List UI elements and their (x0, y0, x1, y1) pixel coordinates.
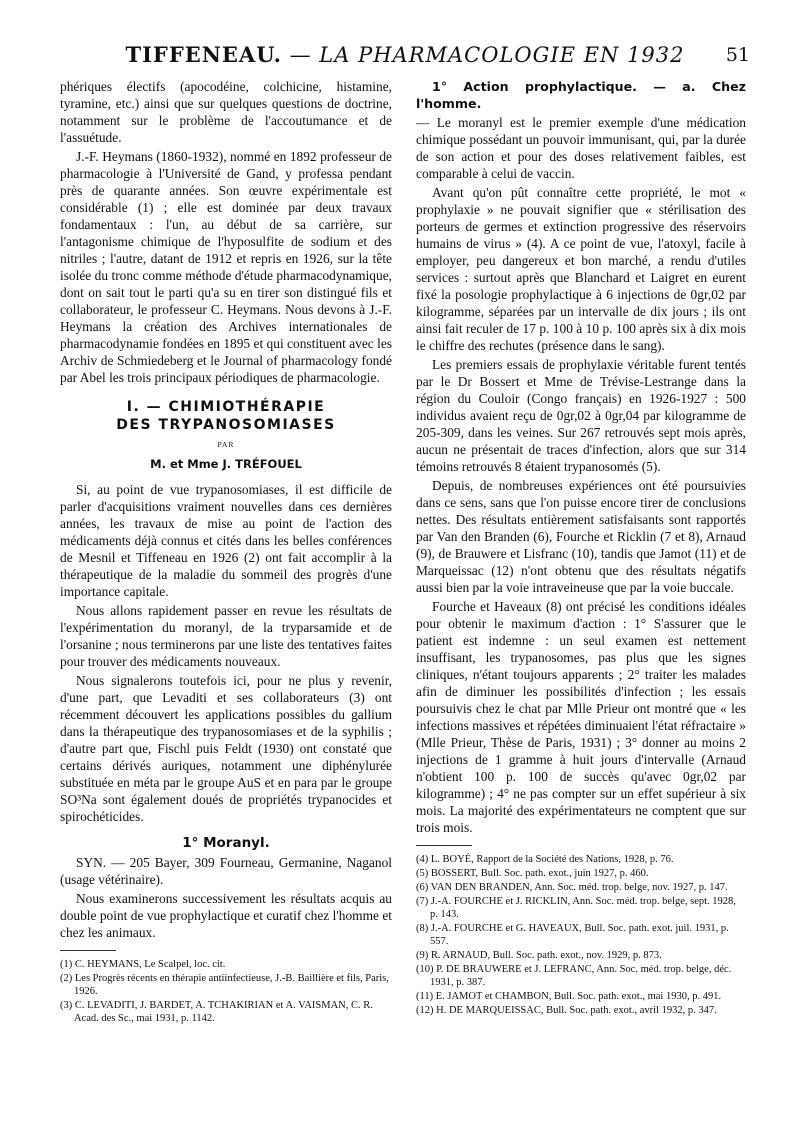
left-column (60, 78, 392, 1026)
header-separator: — (289, 43, 312, 67)
footnote: (9) R. ARNAUD, Bull. Soc. path. exot., nov. 1929, p. 873. (416, 950, 662, 961)
running-header (60, 42, 750, 72)
right-column (416, 78, 746, 1018)
footnote: (10) P. DE BRAUWERE et J. LEFRANC, Ann. Soc. méd. trop. belge, déc. 1931, p. 387. (416, 964, 732, 988)
header-title: LA PHARMACOLOGIE EN 1932 (319, 43, 685, 67)
footnote: (7) J.-A. FOURCHE et J. RICKLIN, Ann. Soc. méd. trop. belge, sept. 1928, p. 143. (416, 896, 736, 920)
paragraph: phériques électifs (apocodéine, colchicine, histamine, tyramine, etc.) ainsi que sur quelques questions de doctrine, notamment sur le problème de l'accoutumance et de l'assuétude. (60, 79, 392, 145)
footnote: (11) E. JAMOT et CHAMBON, Bull. Soc. path. exot., mai 1930, p. 491. (416, 991, 722, 1002)
footnotes (416, 853, 746, 1017)
header-author: TIFFENEAU. (125, 42, 282, 67)
footnote: (12) H. DE MARQUEISSAC, Bull. Soc. path. exot., avril 1932, p. 347. (416, 1005, 717, 1016)
footnote: (4) L. BOYÉ, Rapport de la Société des Nations, 1928, p. 76. (416, 854, 674, 865)
footnote: (3) C. LEVADITI, J. BARDET, A. TCHAKIRIAN et A. VAISMAN, C. R. Acad. des Sc., mai 1931, p. 1142. (60, 1000, 373, 1024)
section-title-line-2: DES TRYPANOSOMIASES (116, 417, 336, 433)
paragraph (416, 78, 746, 112)
footnote-divider (60, 950, 116, 951)
paragraph: Nous examinerons successivement les résultats acquis au double point de vue prophylactique et curatif chez l'homme et chez les animaux. (60, 891, 392, 940)
paragraph: Fourche et Haveaux (8) ont précisé les conditions idéales pour obtenir le maximum d'action : 1° S'assurer que le patient est indemne : un seul examen est nettement insuffisant, les trypanosomes, pas plus que les signes cliniques, n'étant toujours apparents ; 2° traiter les malades afin de diminuer les possibilités d'infection ; les essais poursuivis chez le chat par Mlle Prieur ont montré que « les infections massives et répétées diminuaient l'état réfractaire » (Mlle Prieur, Thèse de Paris, 1931) ; 3° donner au moins 2 injections de 1 gramme à huit jours d'intervalle (Arnaud n'obtient 100 p. 100 de succès qu'avec 0gr,02 par kilogramme) ; 4° ne pas compter sur un effet supérieur à six mois. La majorité des expérimentateurs ne comptent que sur trois mois. (416, 599, 746, 835)
paragraph: — Le moranyl est le premier exemple d'une médication chimique possédant un pouvoir immunisant, qui, par la durée de son action et pour des doses relativement faibles, est comparable à celui de vaccin. (416, 115, 746, 181)
by-label: PAR (217, 440, 235, 449)
footnote: (5) BOSSERT, Bull. Soc. path. exot., juin 1927, p. 460. (416, 868, 649, 879)
footnote: (8) J.-A. FOURCHE et G. HAVEAUX, Bull. Soc. path. exot. juil. 1931, p. 557. (416, 923, 729, 947)
page-number: 51 (725, 44, 750, 66)
inline-heading: 1° Action prophylactique. — a. Chez l'homme. (416, 79, 746, 111)
paragraph: J.-F. Heymans (1860-1932), nommé en 1892 professeur de pharmacologie à l'Université de Gand, y professa pendant près de quarante années. Son œuvre expérimentale est considérable (1) ; elle est dominée par deux travaux fondamentaux : l'un, au début de sa carrière, sur l'antagonisme chimique de l'hyposulfite de sodium et des nitriles ; l'autre, datant de 1912 et repris en 1926, sur la tête isolée du tronc comme méthode d'étude pharmacodynamique, dont on sait tout le parti qu'a su en tirer son distingué fils et collaborateur, le professeur C. Heymans. Nous devons à J.-F. Heymans la création des Archives internationales de pharmacodynamie fondées en 1895 et qui constituent avec les Archiv de Schmiedeberg et le Journal of pharmacology fondé par Abel les trois principaux périodiques de pharmacologie. (60, 149, 392, 385)
footnote: (6) VAN DEN BRANDEN, Ann. Soc. méd. trop. belge, nov. 1927, p. 147. (416, 882, 728, 893)
section-title-line-1: I. — CHIMIOTHÉRAPIE (126, 399, 326, 415)
footnote: (1) C. HEYMANS, Le Scalpel, loc. cit. (60, 959, 226, 970)
paragraph: SYN. — 205 Bayer, 309 Fourneau, Germanine, Naganol (usage vétérinaire). (60, 855, 392, 887)
section-authors: M. et Mme J. TRÉFOUEL (150, 457, 302, 471)
footnotes (60, 958, 392, 1025)
running-title (60, 42, 750, 67)
paragraph: Nous allons rapidement passer en revue les résultats de l'expérimentation du moranyl, de la tryparsamide et de l'orsanine ; nous terminerons par une liste des tentatives faites pour trouver des médicaments nouveaux. (60, 603, 392, 669)
footnote: (2) Les Progrès récents en thérapie antiinfectieuse, J.-B. Baillière et fils, Paris, 1926. (60, 973, 389, 997)
section-title (60, 398, 392, 434)
footnote-divider (416, 845, 472, 846)
paragraph: Depuis, de nombreuses expériences ont été poursuivies dans ce sens, sans que l'on puisse encore tirer de conclusions nettes. Des résultats entièrement satisfaisants sont rapportés par Van den Branden (6), Fourche et Ricklin (7 et 8), Arnaud (9), de Brauwere et Lisfranc (10), tandis que Jamot (11) et de Marqueissac (12) n'ont obtenu que des résultats négatifs aussi bien par la voie intraveineuse que par la voie buccale. (416, 478, 746, 595)
paragraph: Les premiers essais de prophylaxie véritable furent tentés par le Dr Bossert et Mme de Trévise-Lestrange dans la région du Couloir (Congo français) en 1926-1927 : 500 individus avaient reçu de 0gr,02 à 0gr,04 par kilogramme de 205-309, dans les veines. Sur 267 retrouvés sept mois après, aucun ne présentait de traces d'infection, alors que sur 314 témoins retrouvés 8 étaient trypanosomés (5). (416, 357, 746, 474)
paragraph: Si, au point de vue trypanosomiases, il est difficile de parler d'acquisitions vraiment nouvelles dans ces dernières années, les travaux de mise au point de l'action des médicaments déjà connus et cités dans les belles conférences de Mesnil et Tiffeneau en 1926 (2) ont fait accomplir à la thérapeutique de la maladie du sommeil des progrès d'une importance capitale. (60, 482, 392, 599)
subsection-title: 1° Moranyl. (182, 835, 270, 851)
paragraph: Nous signalerons toutefois ici, pour ne plus y revenir, d'une part, que Levaditi et ses collaborateurs (3) ont récemment découvert les applications possibles du gallium dans la thérapeutique des trypanosomiases et de la syphilis ; d'autre part que, Fischl puis Feldt (1930) ont constaté que certains dérivés auriques, notamment une diphénylurée substituée en méta par le groupe AuS et en para par le groupe SO³Na sont également doués de propriétés trypanocides et spirochéticides. (60, 673, 392, 824)
paragraph: Avant qu'on pût connaître cette propriété, le mot « prophylaxie » ne pouvait signifier que « stérilisation des porteurs de germes et extinction progressive des réservoirs humains de virus » (4). A ce point de vue, l'atoxyl, facile à employer, peu dangereux et bon marché, a rendu d'utiles services : surtout après que Blanchard et Laigret en eurent fixé la posologie prophylactique à 6 injections de 0gr,02 par kilogramme, séparées par un intervalle de dix jours ; ils ont ainsi fait reculer de 17 p. 100 à 10 p. 100 après six à dix mois le chiffre des rechutes (présence dans le sang). (416, 185, 746, 353)
